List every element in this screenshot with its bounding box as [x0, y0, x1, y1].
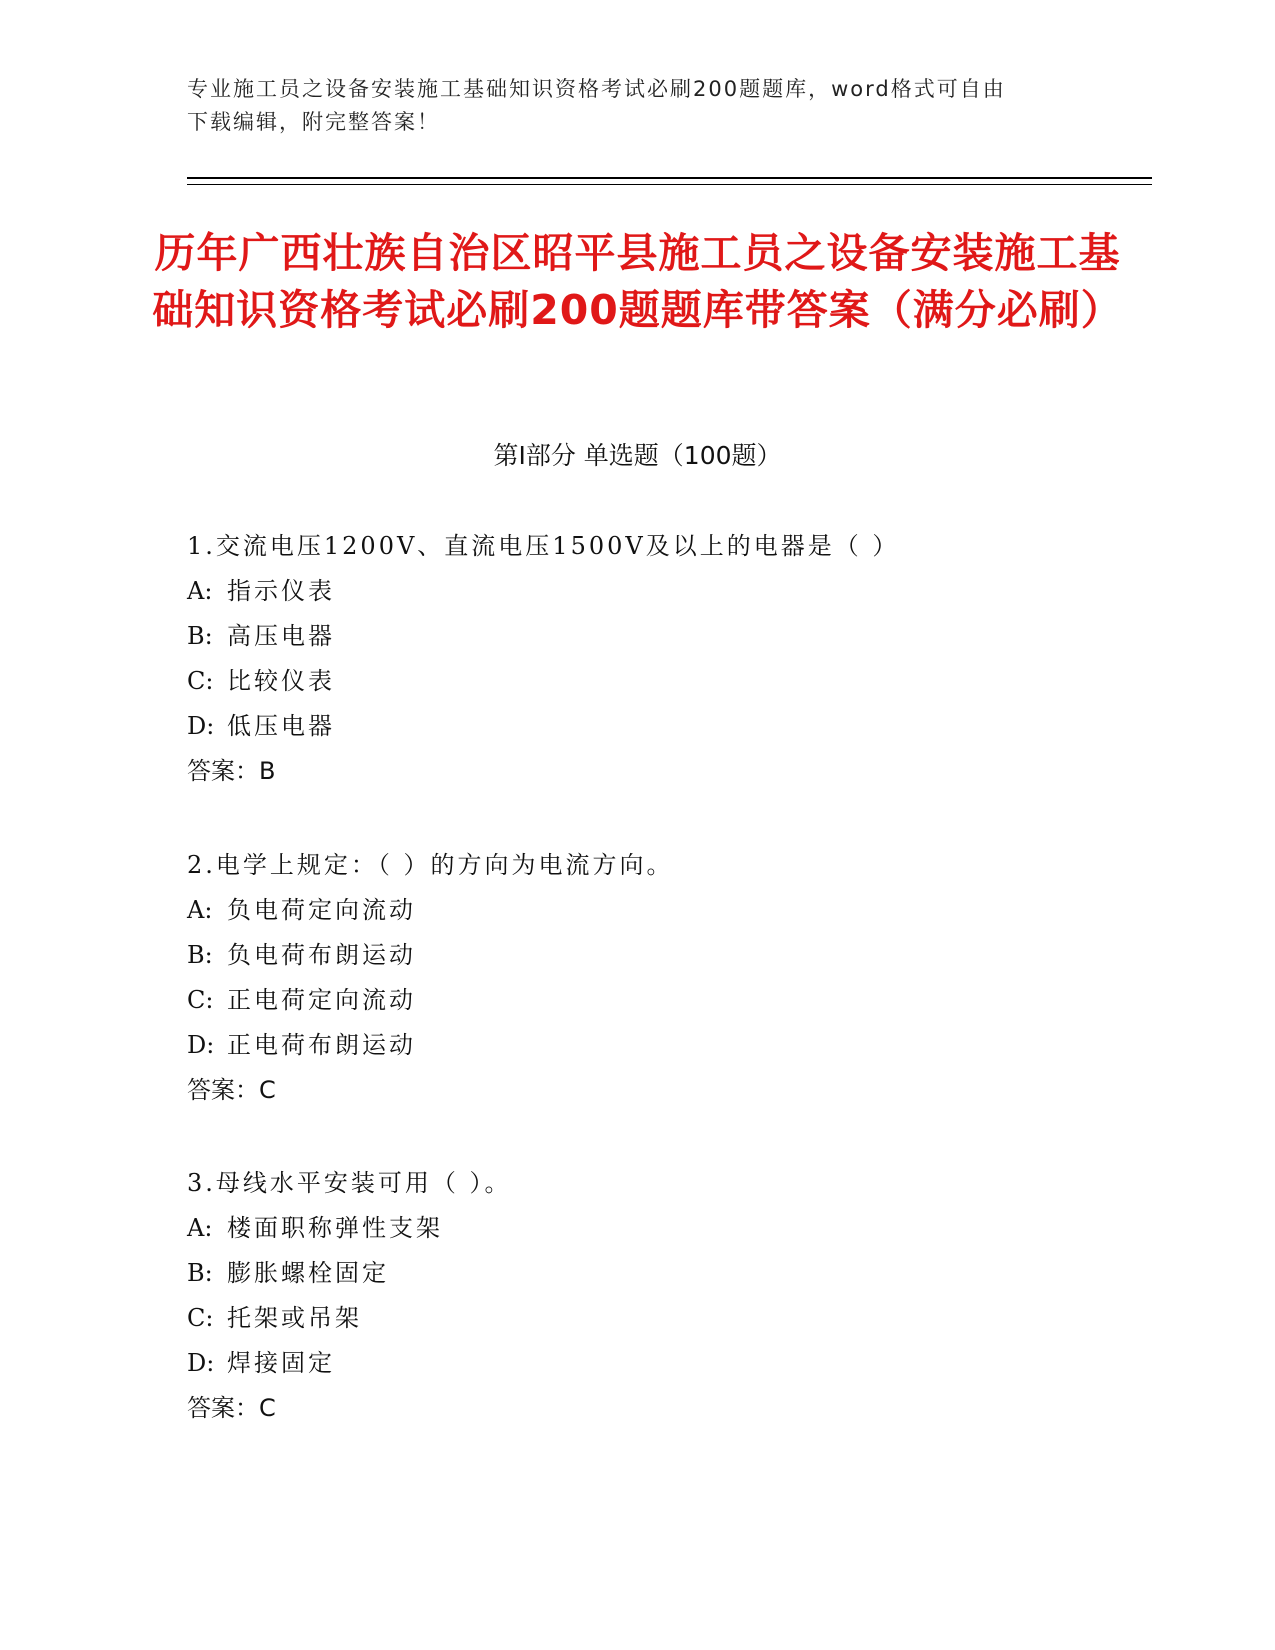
option-text: 高压电器: [227, 622, 335, 650]
question-stem: 1.交流电压1200V、直流电压1500V及以上的电器是（ ）: [187, 532, 900, 560]
option-key: C:: [187, 667, 214, 695]
option-key: A:: [187, 1214, 213, 1242]
option-text: 正电荷定向流动: [227, 986, 416, 1014]
option-d: [187, 704, 1147, 749]
option-key: B:: [187, 622, 213, 650]
option-text: 托架或吊架: [227, 1304, 362, 1332]
answer-line: 答案：B: [187, 757, 276, 785]
option-text: 低压电器: [227, 712, 335, 740]
option-b: [187, 933, 1147, 978]
header-note-line-2: 下载编辑，附完整答案！: [187, 110, 440, 134]
option-c: [187, 978, 1147, 1023]
section-heading: 第Ⅰ部分 单选题（100题）: [493, 441, 782, 470]
option-text: 指示仪表: [227, 577, 335, 605]
question-stem: 3.母线水平安装可用（ ）。: [187, 1169, 512, 1197]
option-text: 负电荷布朗运动: [227, 941, 416, 969]
option-key: D:: [187, 712, 215, 740]
option-d: [187, 1023, 1147, 1068]
option-text: 负电荷定向流动: [227, 896, 416, 924]
option-text: 膨胀螺栓固定: [227, 1259, 389, 1287]
question-block: [187, 524, 1147, 794]
question-stem: 2.电学上规定：（ ）的方向为电流方向。: [187, 851, 674, 879]
answer-line: 答案：C: [187, 1394, 276, 1422]
option-key: C:: [187, 1304, 214, 1332]
answer-line: 答案：C: [187, 1076, 276, 1104]
option-c: [187, 659, 1147, 704]
option-key: D:: [187, 1031, 215, 1059]
header-divider-thick: [187, 177, 1152, 179]
option-text: 焊接固定: [227, 1349, 335, 1377]
option-c: [187, 1296, 1147, 1341]
option-key: B:: [187, 941, 213, 969]
option-text: 比较仪表: [227, 667, 335, 695]
option-key: A:: [187, 896, 213, 924]
question-block: [187, 1161, 1147, 1431]
option-a: [187, 888, 1147, 933]
document-title: 历年广西壮族自治区昭平县施工员之设备安装施工基础知识资格考试必刷200题题库带答案（满分必刷）: [152, 229, 1123, 334]
option-b: [187, 614, 1147, 659]
header-note-line-1: 专业施工员之设备安装施工基础知识资格考试必刷200题题库，word格式可自由: [187, 77, 1006, 101]
option-a: [187, 1206, 1147, 1251]
option-key: D:: [187, 1349, 215, 1377]
header-divider-thin: [187, 184, 1152, 185]
option-key: C:: [187, 986, 214, 1014]
option-key: B:: [187, 1259, 213, 1287]
option-text: 正电荷布朗运动: [227, 1031, 416, 1059]
question-block: [187, 843, 1147, 1113]
option-b: [187, 1251, 1147, 1296]
option-a: [187, 569, 1147, 614]
option-d: [187, 1341, 1147, 1386]
header-note: [187, 73, 1087, 139]
option-key: A:: [187, 577, 213, 605]
option-text: 楼面职称弹性支架: [227, 1214, 443, 1242]
